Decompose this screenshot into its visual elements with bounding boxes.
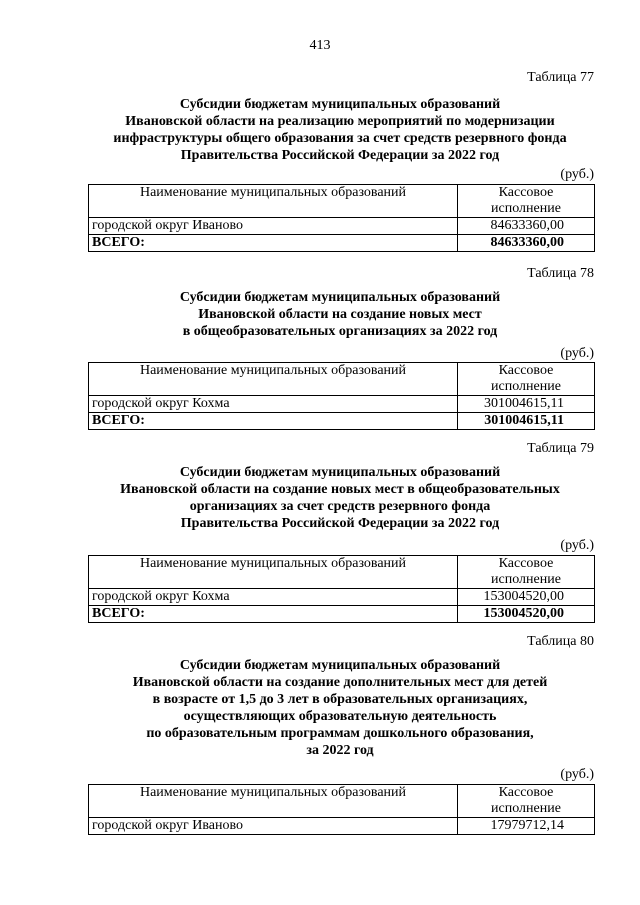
unit-label: (руб.): [560, 538, 594, 553]
table-title: [80, 657, 600, 759]
data-table: [88, 362, 595, 430]
total-value: 153004520,00: [458, 606, 595, 623]
title-line: Ивановской области на создание новых мест: [198, 307, 482, 322]
row-name: городской округ Кохма: [89, 396, 458, 413]
title-line: Субсидии бюджетам муниципальных образований: [179, 290, 501, 305]
page-number: 413: [309, 38, 331, 53]
title-line: организациях за счет средств резервного фонда: [189, 499, 491, 514]
row-name: городской округ Иваново: [89, 218, 458, 235]
unit-label: (руб.): [560, 167, 594, 182]
table-title: [80, 96, 600, 164]
header-name: Наименование муниципальных образований: [89, 785, 458, 818]
row-value: 17979712,14: [458, 818, 595, 835]
total-value: 301004615,11: [458, 413, 595, 430]
table-title: [80, 289, 600, 340]
table-label: Таблица 77: [527, 70, 594, 85]
total-name: ВСЕГО:: [89, 606, 458, 623]
header-value: Кассовое исполнение: [458, 363, 595, 396]
total-row: [89, 413, 595, 430]
title-line: Ивановской области на реализацию мероприятий по модернизации: [125, 114, 555, 129]
title-line: Субсидии бюджетам муниципальных образований: [179, 658, 501, 673]
row-value: 153004520,00: [458, 589, 595, 606]
title-line: за 2022 год: [306, 743, 374, 758]
row-value: 84633360,00: [458, 218, 595, 235]
data-table: [88, 784, 595, 835]
data-table: [88, 184, 595, 252]
table-row: [89, 589, 595, 606]
table-header-row: [89, 363, 595, 396]
title-line: в возрасте от 1,5 до 3 лет в образовательных организациях,: [152, 692, 528, 707]
title-line: Субсидии бюджетам муниципальных образований: [179, 97, 501, 112]
title-line: Ивановской области на создание дополнительных мест для детей: [132, 675, 548, 690]
table-title: [80, 464, 600, 532]
title-line: инфраструктуры общего образования за счет средств резервного фонда: [113, 131, 567, 146]
table-header-row: [89, 556, 595, 589]
total-name: ВСЕГО:: [89, 235, 458, 252]
row-value: 301004615,11: [458, 396, 595, 413]
title-line: Правительства Российской Федерации за 2022 год: [180, 148, 500, 163]
table-label: Таблица 79: [527, 441, 594, 456]
header-value: Кассовое исполнение: [458, 185, 595, 218]
header-name: Наименование муниципальных образований: [89, 363, 458, 396]
total-row: [89, 606, 595, 623]
total-row: [89, 235, 595, 252]
data-table: [88, 555, 595, 623]
title-line: Ивановской области на создание новых мест в общеобразовательных: [120, 482, 560, 497]
total-value: 84633360,00: [458, 235, 595, 252]
title-line: в общеобразовательных организациях за 2022 год: [182, 324, 498, 339]
row-name: городской округ Кохма: [89, 589, 458, 606]
title-line: по образовательным программам дошкольного образования,: [146, 726, 534, 741]
table-label: Таблица 78: [527, 266, 594, 281]
row-name: городской округ Иваново: [89, 818, 458, 835]
table-header-row: [89, 185, 595, 218]
table-header-row: [89, 785, 595, 818]
header-name: Наименование муниципальных образований: [89, 556, 458, 589]
header-value: Кассовое исполнение: [458, 556, 595, 589]
title-line: Субсидии бюджетам муниципальных образований: [179, 465, 501, 480]
table-label: Таблица 80: [527, 634, 594, 649]
total-name: ВСЕГО:: [89, 413, 458, 430]
table-row: [89, 396, 595, 413]
table-row: [89, 218, 595, 235]
unit-label: (руб.): [560, 767, 594, 782]
title-line: осуществляющих образовательную деятельность: [183, 709, 497, 724]
title-line: Правительства Российской Федерации за 2022 год: [180, 516, 500, 531]
header-value: Кассовое исполнение: [458, 785, 595, 818]
header-name: Наименование муниципальных образований: [89, 185, 458, 218]
table-row: [89, 818, 595, 835]
unit-label: (руб.): [560, 346, 594, 361]
